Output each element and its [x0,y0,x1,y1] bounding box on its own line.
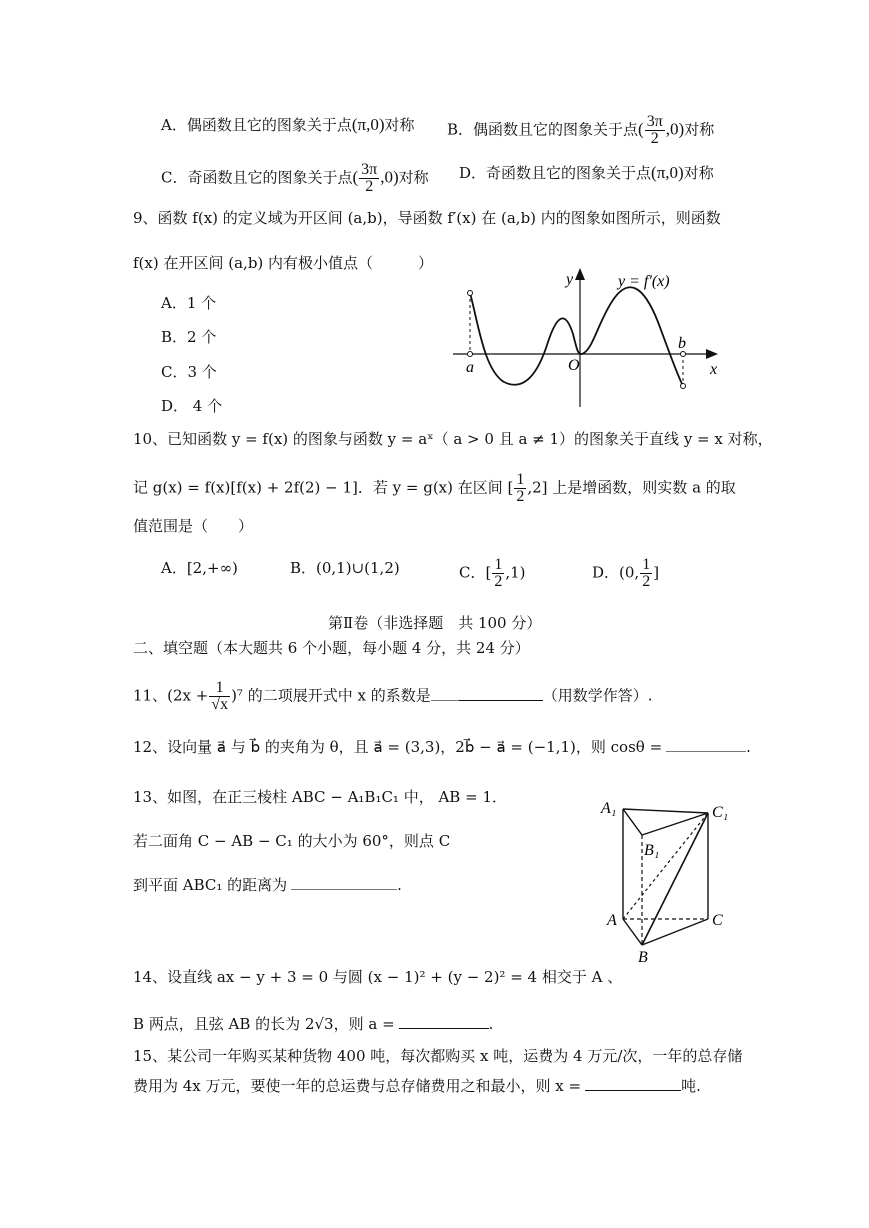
q8-option-b: B．偶函数且它的图象关于点( $\frac{3\pi}{2}$ ,0)对称 [447,113,715,147]
q10-line-1: 10、已知函数 y = f(x) 的图象与函数 y = aˣ（ a > 0 且 a ≠ 1）的图象关于直线 y = x 对称， [133,430,773,448]
label-a: A [607,912,617,929]
q14-line-2: B 两点，且弦 AB 的长为 2√3，则 a = . [133,1015,494,1033]
label-a1: A₁ [601,800,617,817]
label-c1: C₁ [712,804,729,821]
q10-option-c: C．[ $\frac{1}{2}$ ,1) [459,556,526,590]
prism-figure [598,795,758,970]
x-axis-label: x [710,361,718,378]
q8-option-a-point: (π,0) [351,115,385,134]
q8-option-d: D．奇函数且它的图象关于点(π,0)对称 [459,163,714,182]
q14-line-1: 14、设直线 ax − y + 3 = 0 与圆 (x − 1)² + (y − 2)² = 4 相交于 A 、 [133,968,623,986]
q10-line-2: 记 g(x) = f(x)[f(x) + 2f(2) − 1]．若 y = g(x) 在区间 [ $\frac{1}{2}$ ,2] 上是增函数，则实数 a 的取 [133,471,736,505]
b-open-point [681,384,686,389]
q9-option-d: D． 4 个 [161,397,223,415]
q10-line-3: 值范围是（ ） [133,517,254,535]
label-b: B [638,949,648,966]
origin-label: O [568,357,580,374]
function-label: y = f′(x) [618,273,670,290]
b-label: b [678,335,686,352]
q9-option-a: A．1 个 [161,294,217,312]
q8-option-c-fraction: $\frac{3\pi}{2}$ [361,161,378,195]
y-axis-arrow [575,268,585,280]
section-2-heading: 二、填空题（本大题共 6 个小题，每小题 4 分，共 24 分） [133,639,530,657]
q11-fraction: $\frac{1}{√x}$ [211,679,229,713]
q12-answer-blank[interactable] [666,737,746,752]
q9-line-2: f(x) 在开区间 (a,b) 内有极小值点（ ） [133,254,434,272]
a-label: a [466,359,474,376]
q13-answer-blank[interactable] [291,875,397,890]
q10-option-b: B．(0,1)∪(1,2) [290,559,400,577]
q10-half-fraction: $\frac{1}{2}$ [516,471,525,505]
q9-line-1: 9、函数 f(x) 的定义域为开区间 (a,b)，导函数 f′(x) 在 (a,b) 内的图象如图所示，则函数 [133,209,721,227]
x-axis-arrow [706,349,718,359]
a-axis-point [468,352,473,357]
derivative-graph [448,262,748,412]
y-axis-label: y [566,271,574,288]
q11-line: 11、(2x + $\frac{1}{√x}$ )⁷ 的二项展开式中 x 的系数是 （用数学作答）. [133,679,653,713]
q8-option-b-fraction: $\frac{3\pi}{2}$ [646,113,663,147]
part-2-title: 第Ⅱ卷（非选择题 共 100 分） [328,614,542,632]
q11-answer-blank[interactable] [431,686,459,701]
q10-option-a: A．[2,+∞) [161,559,238,577]
q12-line: 12、设向量 a⃗ 与 b⃗ 的夹角为 θ，且 a⃗ = (3,3)，2b⃗ − a⃗ = (−1,1)，则 cosθ = . [133,738,751,756]
q13-line-1: 13、如图，在正三棱柱 ABC − A₁B₁C₁ 中， AB = 1． [133,788,507,806]
q13-line-2: 若二面角 C − AB − C₁ 的大小为 60°，则点 C [133,832,451,850]
q15-answer-blank[interactable] [585,1076,681,1091]
q15-line-1: 15、某公司一年购买某种货物 400 吨，每次都购买 x 吨，运费为 4 万元/次，一年的总存储 [133,1047,743,1065]
q9-option-b: B．2 个 [161,328,217,346]
label-b1: B₁ [644,842,660,859]
q8-option-c: C．奇函数且它的图象关于点( $\frac{3\pi}{2}$ ,0)对称 [161,161,429,195]
a-open-point [468,291,473,296]
q8-option-a: A．偶函数且它的图象关于点(π,0)对称 [161,115,415,134]
q13-line-3: 到平面 ABC₁ 的距离为 . [133,876,402,894]
q15-line-2: 费用为 4x 万元，要使一年的总运费与总存储费用之和最小，则 x = 吨. [133,1077,701,1095]
q14-answer-blank[interactable] [399,1014,489,1029]
q10-option-d: D．(0, $\frac{1}{2}$ ] [592,556,660,590]
q9-option-c: C．3 个 [161,363,217,381]
b-axis-point [681,352,686,357]
label-c: C [712,912,723,929]
